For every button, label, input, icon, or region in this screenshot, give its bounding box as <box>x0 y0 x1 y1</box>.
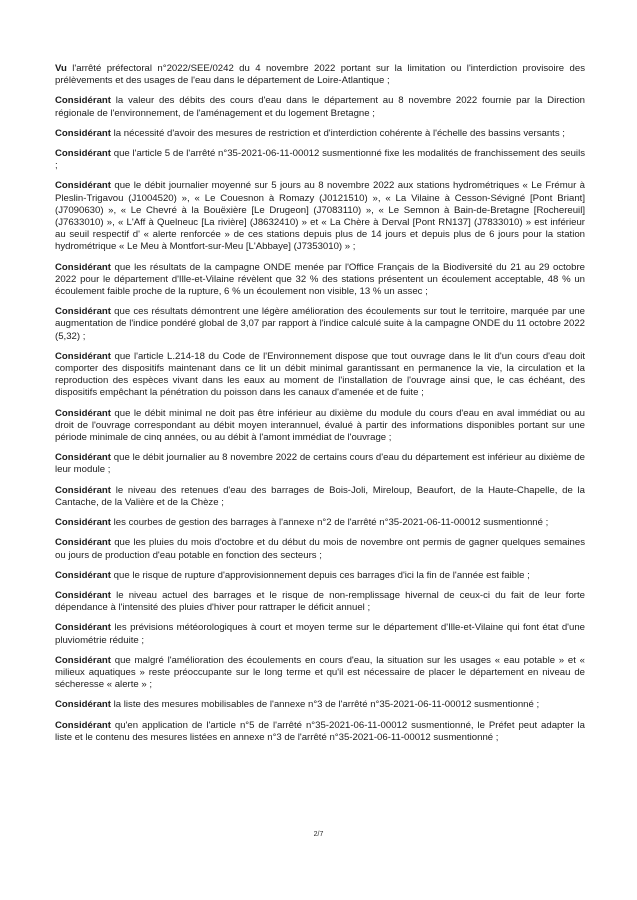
paragraph-lead: Considérant <box>55 654 111 666</box>
paragraph <box>55 485 585 509</box>
paragraph <box>55 63 585 87</box>
paragraph-text: que ces résultats démontrent une légère amélioration des écoulements sur tout le territoire, marquée par une augmentation de l'indice pondéré global de 3,07 par rapport à l'indice calculé suite à la campagne ONDE du 11 octobre 2022 (5,32) ; <box>55 306 585 342</box>
paragraph-lead: Considérant <box>55 622 111 634</box>
paragraph <box>55 537 585 561</box>
paragraph-lead: Vu <box>55 63 67 74</box>
paragraph-text: que les résultats de la campagne ONDE menée par l'Office Français de la Biodiversité du 21 au 29 octobre 2022 pour le département d'Ille-et-Vilaine révèlent que 32 % des stations présentent un écoulement acceptable, 48 % un écoulement faible proche de la rupture, 6 % un écoulement non visible, 13 % un assec ; <box>55 261 585 298</box>
paragraph-lead: Considérant <box>55 148 111 160</box>
paragraph-lead: Considérant <box>55 537 111 549</box>
paragraph <box>55 720 585 744</box>
paragraph-lead: Considérant <box>55 350 111 362</box>
paragraph-lead: Considérant <box>55 407 111 419</box>
paragraph <box>55 655 585 692</box>
paragraph-lead: Considérant <box>55 180 111 192</box>
paragraph-text: le niveau des retenues d'eau des barrages de Bois-Joli, Mireloup, Beaufort, de la Haute-Chapelle, de la Cantache, de la Valière et de la Chèze ; <box>55 484 585 508</box>
paragraph-lead: Considérant <box>55 306 111 318</box>
paragraph-text: que le débit journalier moyenné sur 5 jours au 8 novembre 2022 aux stations hydrométriques « Le Frémur à Pleslin-Trigavou (J1004520) », « Le Couesnon à Romazy (J0121510) », « La Vilaine à Cesson-Sévigné [Pont Briant] (J7090630) », « Le Chevré à la Bouëxière [Le Drugeon] (J7083110) », « Le Semnon à Bain-de-Bretagne [Rochereuil] (J7633010) », « L'Aff à Quelneuc [La rivière] (J8632410) » et « La Chère à Derval [Pont RN137] (J7833010) » est inférieur au seuil respectif d' « alerte renforcée » de ces stations depuis plus de 14 jours et depuis plus de 6 jours pour la station hydrométrique « Le Meu à Montfort-sur-Meu [L'Abbaye] (J7353010) » ; <box>55 180 585 253</box>
paragraph-lead: Considérant <box>55 719 111 731</box>
paragraph-text: que le risque de rupture d'approvisionnement depuis ces barrages d'ici la fin de l'année est faible ; <box>110 569 530 581</box>
paragraph <box>55 408 585 445</box>
paragraph-lead: Considérant <box>55 127 111 139</box>
paragraph-lead: Considérant <box>55 699 111 711</box>
paragraph-lead: Considérant <box>55 95 111 107</box>
paragraph-text: l'arrêté préfectoral n°2022/SEE/0242 du 4 novembre 2022 portant sur la limitation ou l'interdiction provisoire des prélèvements et des usages de l'eau dans le département de Loire-Atlantique ; <box>55 63 585 87</box>
paragraph-lead: Considérant <box>55 261 111 273</box>
paragraph-text: que les pluies du mois d'octobre et du début du mois de novembre ont permis de gagner quelques semaines ou jours de production d'eau potable en fonction des secteurs ; <box>55 537 585 561</box>
paragraph-text: que le débit minimal ne doit pas être inférieur au dixième du module du cours d'eau en aval immédiat ou au droit de l'ouvrage correspondant au débit moyen interannuel, évalué à partir des informations disponibles portant sur une période minimale de cinq années, ou au débit à l'amont immédiat de l'ouvrage ; <box>55 407 585 444</box>
paragraph-lead: Considérant <box>55 589 111 601</box>
document-body <box>55 63 585 752</box>
paragraph <box>55 517 585 529</box>
paragraph-text: qu'en application de l'article n°5 de l'arrêté n°35-2021-06-11-00012 susmentionné, le Préfet peut adapter la liste et le contenu des mesures listées en annexe n°3 de l'arrêté n°35-2021-06-11-00012 susmentionné ; <box>55 719 585 743</box>
paragraph-text: la valeur des débits des cours d'eau dans le département au 8 novembre 2022 fournie par la Direction régionale de l'environnement, de l'aménagement et du logement Bretagne ; <box>55 95 585 119</box>
paragraph <box>55 351 585 400</box>
page-number: 2/7 <box>313 831 324 838</box>
paragraph <box>55 570 585 582</box>
paragraph-lead: Considérant <box>55 452 111 464</box>
paragraph-text: que l'article L.214-18 du Code de l'Environnement dispose que tout ouvrage dans le lit d'un cours d'eau doit comporter des dispositifs maintenant dans ce lit un débit minimal garantissant en permanence la vie, la circulation et la reproduction des espèces vivant dans les eaux au moment de l'installation de l'ouvrage ainsi que, le cas échéant, des dispositifs empêchant la pénétration du poisson dans les canaux d'amenée et de fuite ; <box>55 350 585 399</box>
paragraph-lead: Considérant <box>55 517 111 529</box>
paragraph <box>55 95 585 119</box>
paragraph-lead: Considérant <box>55 569 111 581</box>
paragraph-text: les prévisions météorologiques à court et moyen terme sur le département d'Ille-et-Vilaine qui font état d'une pluviométrie réduite ; <box>55 622 585 646</box>
paragraph-lead: Considérant <box>55 484 111 496</box>
paragraph-text: la nécessité d'avoir des mesures de restriction et d'interdiction cohérente à l'échelle des bassins versants ; <box>110 127 565 139</box>
paragraph-text: la liste des mesures mobilisables de l'annexe n°3 de l'arrêté n°35-2021-06-11-00012 susmentionné ; <box>110 699 540 711</box>
paragraph-text: le niveau actuel des barrages et le risque de non-remplissage hivernal de ceux-ci du fait de leur forte dépendance à l'intensité des pluies d'hiver pour rattraper le déficit annuel ; <box>55 589 585 614</box>
paragraph <box>55 180 585 253</box>
paragraph <box>55 452 585 476</box>
paragraph <box>55 262 585 299</box>
paragraph <box>55 306 585 343</box>
paragraph-text: que le débit journalier au 8 novembre 2022 de certains cours d'eau du département est inférieur au dixième de leur module ; <box>55 452 585 476</box>
paragraph <box>55 622 585 646</box>
paragraph <box>55 699 585 711</box>
paragraph-text: que l'article 5 de l'arrêté n°35-2021-06-11-00012 susmentionné fixe les modalités de franchissement des seuils ; <box>55 148 585 172</box>
paragraph <box>55 590 585 614</box>
paragraph <box>55 128 585 140</box>
paragraph-text: que malgré l'amélioration des écoulements en cours d'eau, la situation sur les usages « eau potable » et « milieux aquatiques » reste préoccupante sur le long terme et qu'il est nécessaire de placer le département en niveau de sécheresse « alerte » ; <box>55 654 585 691</box>
paragraph <box>55 148 585 172</box>
paragraph-text: les courbes de gestion des barrages à l'annexe n°2 de l'arrêté n°35-2021-06-11-00012 susmentionné ; <box>110 517 549 529</box>
